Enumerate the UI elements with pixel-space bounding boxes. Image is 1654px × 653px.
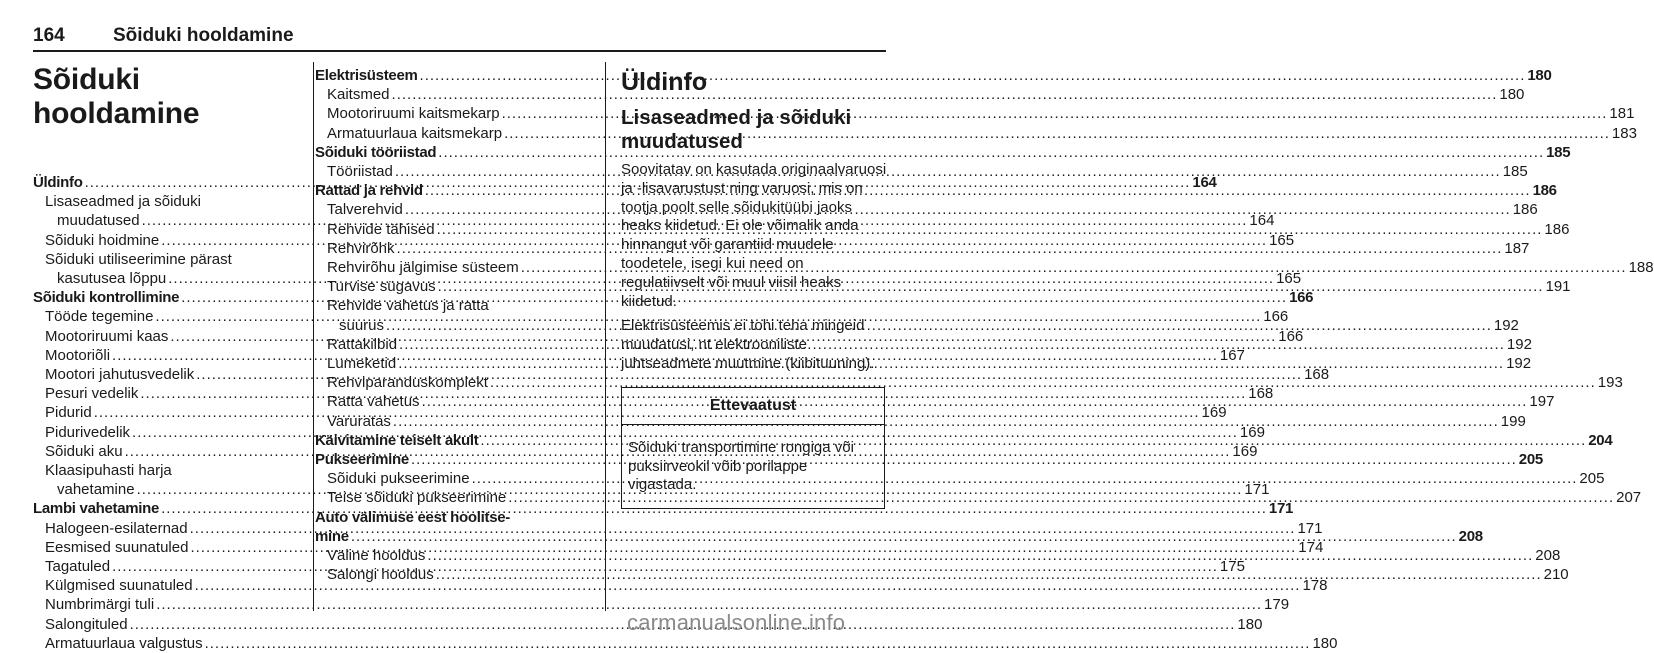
toc-entry-text: Tööriistad (327, 163, 393, 181)
toc-entry-text: Tagatuled (45, 558, 111, 576)
toc-page-number: 192 (1493, 316, 1519, 334)
chapter-title: Sõiduki hooldamine (33, 63, 200, 130)
toc-page-number: 180 (1237, 615, 1263, 633)
toc-page-number: 188 (1628, 259, 1654, 277)
caution-box (621, 387, 885, 509)
toc-entry[interactable] (33, 634, 1338, 653)
toc-entry-text: Pidurid (45, 404, 92, 422)
toc-entry-text: Salongituled (45, 615, 128, 633)
toc-page-number: 210 (1543, 566, 1569, 584)
toc-page-number: 186 (1544, 220, 1570, 238)
toc-entry-text: Sõiduki hoidmine (45, 231, 160, 249)
toc-entry-text: Salongi hooldus (327, 566, 434, 584)
toc-entry-text: Armatuurlaua valgustus (45, 634, 203, 652)
toc-entry-text: Rehvide vahetus ja ratta (327, 297, 489, 315)
toc-page-number: 180 (1312, 634, 1338, 652)
dot-leader (397, 239, 1503, 258)
toc-entry-text: Mootori jahutusvedelik (45, 366, 195, 384)
toc-page-number: 178 (1302, 577, 1328, 595)
toc-entry-text: Sõiduki tööriistad (315, 143, 437, 161)
toc-page-number: 166 (1289, 289, 1314, 307)
toc-page-number: 192 (1506, 355, 1532, 373)
toc-page-number: 183 (1611, 124, 1637, 142)
toc-entry-text: Ratta vahetus (327, 393, 420, 411)
toc-entry-text: Väline hooldus (327, 547, 426, 565)
toc-page-number: 197 (1529, 393, 1555, 411)
toc-page-number: 185 (1502, 163, 1528, 181)
toc-entry-text: Kaitsmed (327, 86, 390, 104)
header-rule (33, 50, 886, 52)
toc-page-number: 208 (1458, 527, 1483, 545)
toc-entry-text: Lisaseadmed ja sõiduki (45, 193, 201, 211)
toc-page-number: 208 (1535, 547, 1561, 565)
toc-page-number: 205 (1579, 470, 1605, 488)
toc-page-number: 171 (1297, 519, 1323, 537)
dot-leader (386, 316, 1492, 335)
dot-leader (205, 634, 1311, 653)
toc-entry[interactable] (315, 258, 1654, 277)
subsection-title-line1: Lisaseadmed ja sõiduki (621, 106, 852, 129)
toc-entry[interactable] (315, 85, 1525, 104)
toc-page-number: 167 (1219, 346, 1245, 364)
toc-entry-text: Sõiduki utiliseerimine pärast (45, 250, 232, 268)
dot-leader (422, 392, 1528, 411)
toc-page-number: 174 (1298, 538, 1324, 556)
toc-entry-text: Klaasipuhasti harja (45, 462, 172, 480)
toc-entry-text: Rehvirõhk (327, 239, 395, 257)
dot-leader (437, 220, 1543, 239)
dot-leader (398, 354, 1504, 373)
toc-entry-text: Sõiduki kontrollimine (33, 289, 180, 307)
toc-page-number: 191 (1545, 278, 1571, 296)
caution-heading: Ettevaatust (622, 388, 884, 425)
toc-entry-text: Lambi vahetamine (33, 500, 160, 518)
page-header (33, 25, 903, 51)
toc-page-number: 204 (1588, 431, 1613, 449)
toc-page-number: 168 (1248, 385, 1274, 403)
toc-entry-text-cont: muudatused (57, 212, 140, 230)
toc-entry-text-cont: suurus (339, 316, 385, 334)
toc-entry-text: Talverehvid (327, 201, 403, 219)
toc-entry-text: Pesuri vedelik (45, 385, 139, 403)
toc-entry-text: Rehvirõhu jälgimise süsteem (327, 259, 519, 277)
page-number: 164 (33, 25, 65, 46)
watermark: carmanualsonline.info (627, 610, 846, 635)
toc-entry-text: Pidurivedelik (45, 423, 131, 441)
running-title: Sõiduki hooldamine (113, 25, 294, 46)
toc-page-number: 164 (1249, 212, 1275, 230)
toc-entry-text: Sõiduki aku (45, 442, 123, 460)
toc-entry[interactable] (33, 576, 1328, 595)
toc-entry[interactable] (33, 595, 1290, 614)
toc-page-number: 175 (1219, 558, 1245, 576)
caution-text: Sõiduki transportimine rongiga või puksiirveokil võib porilappe vigastada. (628, 438, 854, 494)
toc-entry-text-cont: mine (315, 527, 349, 545)
toc-page-number: 185 (1546, 143, 1571, 161)
toc-page-number: 165 (1276, 270, 1302, 288)
toc-entry-text: Mootoriõli (45, 346, 111, 364)
toc-page-number: 179 (1264, 596, 1290, 614)
dot-leader (425, 181, 1531, 200)
dot-leader (395, 162, 1501, 181)
toc-entry-text: Pukseerimine (315, 451, 409, 469)
toc-entry-text-cont: kasutusea lõppu (57, 270, 167, 288)
dot-leader (393, 412, 1499, 431)
toc-page-number: 186 (1532, 182, 1557, 200)
toc-entry-text: Auto välimuse eest hoolitse- (315, 508, 510, 526)
toc-entry-text: Varuratas (327, 412, 391, 430)
dot-leader (420, 66, 1526, 85)
dot-leader (436, 565, 1542, 584)
toc-entry[interactable] (315, 143, 1571, 162)
toc-entry-text: Külgmised suunatuled (45, 577, 193, 595)
body-paragraph: Soovitatav on kasutada originaalvaruosi ja -lisavarustust ning varuosi, mis on tootja poolt selle sõidukitüübi jaoks heaks kiidetud. Ei ole võimalik anda hinnangut või garantiid muudele toodetele, isegi kui need on regulatiivselt või muul viisil heaks kiidetud. (621, 161, 887, 310)
dot-leader (438, 143, 1544, 162)
dot-leader (351, 527, 1457, 546)
toc-entry-text: Lumeketid (327, 355, 397, 373)
toc-page-number: 186 (1512, 201, 1538, 219)
dot-leader (411, 450, 1517, 469)
toc-entry-text: Rattad ja rehvid (315, 182, 423, 200)
toc-page-number: 166 (1278, 327, 1304, 345)
toc-page-number: 168 (1304, 366, 1330, 384)
subsection-title (621, 106, 887, 154)
toc-entry-text: Käivitamine teiselt akult (315, 431, 479, 449)
toc-entry-text: Rehvide tähised (327, 220, 435, 238)
toc-page-number: 205 (1518, 451, 1543, 469)
toc-page-number: 207 (1616, 489, 1642, 507)
toc-page-number: 164 (1192, 174, 1217, 191)
toc-page-number: 169 (1201, 404, 1227, 422)
toc-page-number: 169 (1232, 442, 1258, 460)
toc-entry[interactable] (315, 200, 1538, 219)
body-paragraph: Elektrisüsteemis ei tohi teha mingeid muudatusi, nt elektrooniliste juhtseadmete muutmine (kiibituuning). (621, 317, 875, 372)
toc-entry-text: Armatuurlaua kaitsmekarp (327, 124, 503, 142)
toc-entry-text: Üldinfo (33, 174, 83, 191)
toc-entry-text: Rattakilbid (327, 335, 398, 353)
dot-leader (405, 200, 1511, 219)
subsection-title-line2: muudatused (621, 130, 743, 153)
toc-entry[interactable] (315, 469, 1605, 488)
section-title: Üldinfo (621, 68, 708, 96)
toc-page-number: 187 (1504, 239, 1530, 257)
toc-page-number: 166 (1263, 308, 1289, 326)
toc-entry-text-cont: vahetamine (57, 481, 135, 499)
toc-page-number: 181 (1609, 105, 1635, 123)
toc-entry-text: Sõiduki pukseerimine (327, 470, 470, 488)
toc-entry-text: Mootoriruumi kaitsmekarp (327, 105, 500, 123)
toc-entry-text: Turvise sügavus (327, 278, 436, 296)
dot-leader (438, 277, 1544, 296)
toc-page-number: 171 (1268, 500, 1294, 518)
toc-entry-text: Tööde tegemine (45, 308, 154, 326)
toc-page-number: 165 (1269, 231, 1295, 249)
dot-leader (399, 335, 1505, 354)
dot-leader (392, 85, 1498, 104)
toc-page-number: 180 (1527, 67, 1552, 84)
toc-entry-text: Halogeen-esilaternad (45, 519, 188, 537)
toc-page-number: 192 (1506, 335, 1532, 353)
content-column (621, 66, 887, 509)
toc-page-number: 193 (1597, 374, 1623, 392)
toc-entry[interactable] (315, 162, 1528, 181)
toc-page-number: 180 (1499, 86, 1525, 104)
toc-entry-text: Teise sõiduki pukseerimine (327, 489, 507, 507)
toc-entry-text: Elektrisüsteem (315, 67, 418, 84)
toc-entry-text: Eesmised suunatuled (45, 538, 189, 556)
toc-entry-text: Mootoriruumi kaas (45, 327, 169, 345)
toc-entry-text: Numbrimärgi tuli (45, 596, 155, 614)
toc-page-number: 171 (1244, 481, 1270, 499)
toc-page-number: 169 (1239, 423, 1265, 441)
dot-leader (427, 546, 1533, 565)
toc-entry-text: Rehviparanduskomplekt (327, 374, 488, 392)
toc-page-number: 199 (1500, 412, 1526, 430)
